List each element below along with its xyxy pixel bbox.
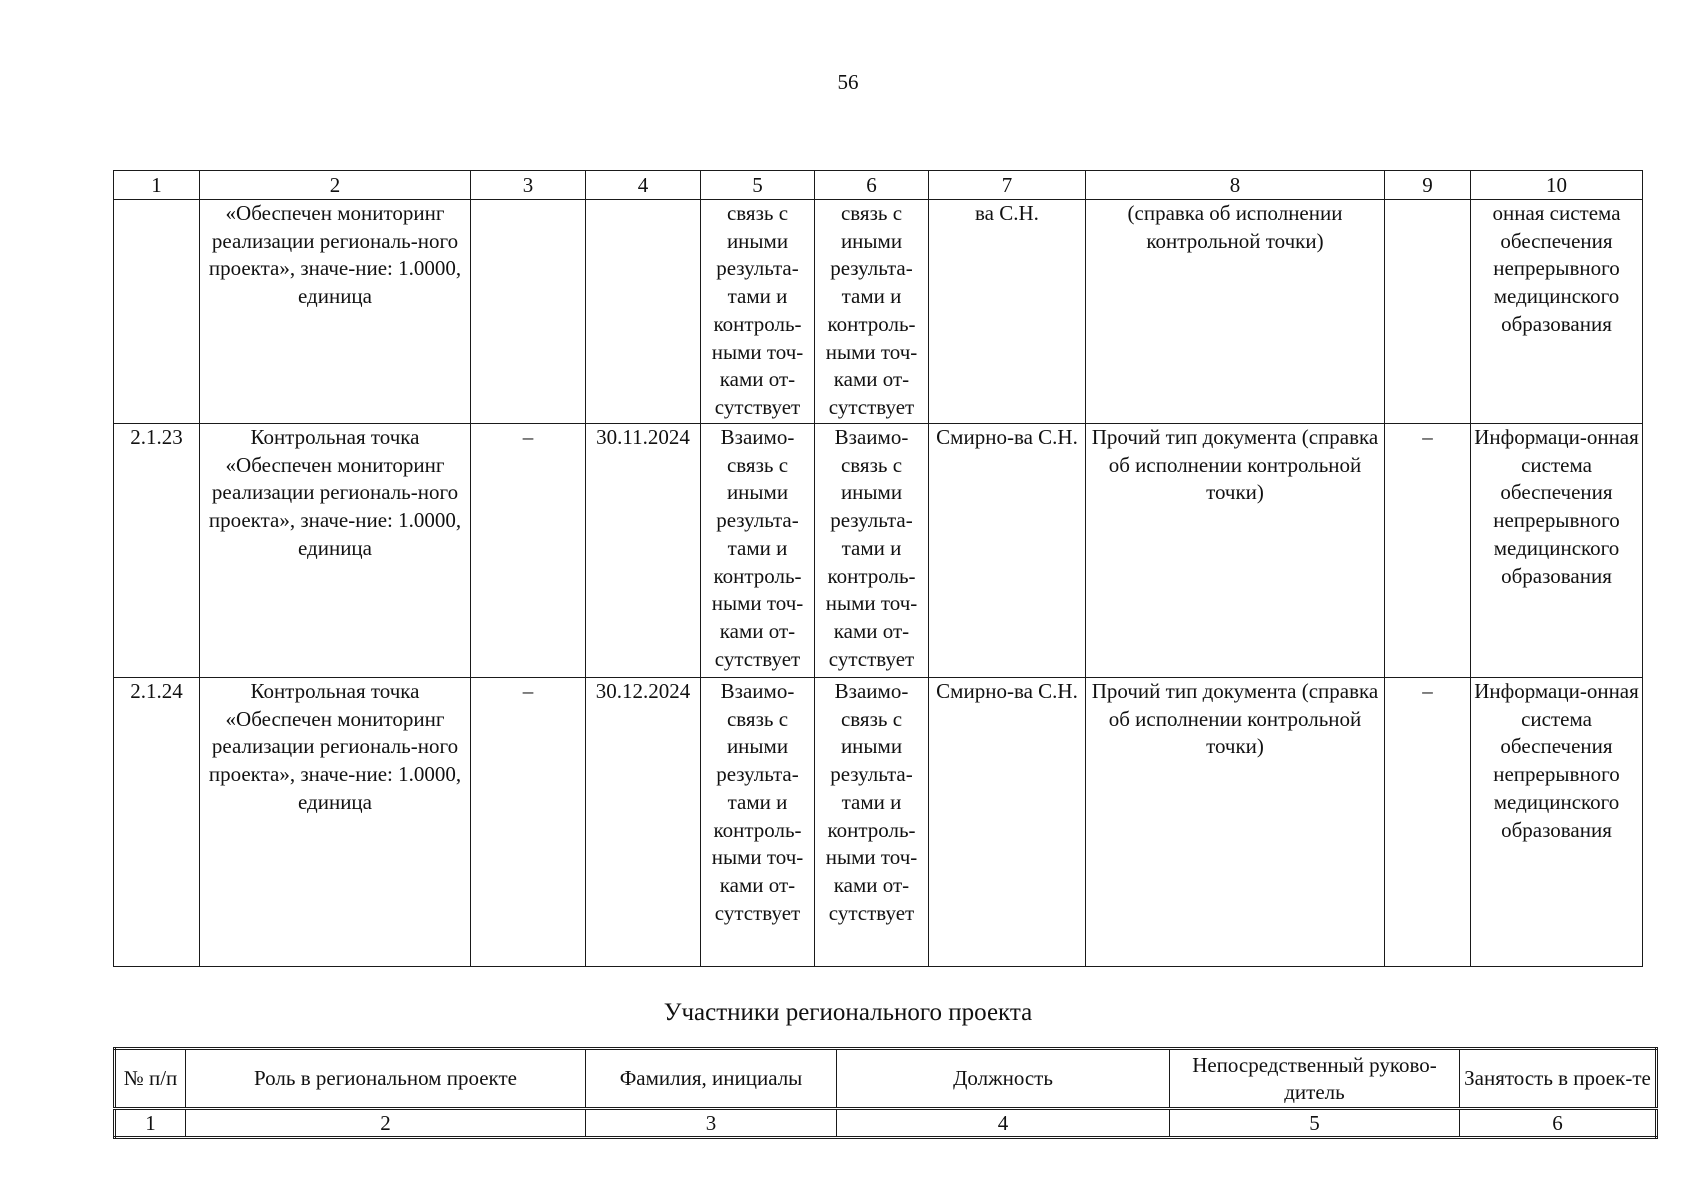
header-name: Фамилия, инициалы xyxy=(586,1049,837,1109)
column-number: 6 xyxy=(815,171,929,200)
item-date: 30.12.2024 xyxy=(586,678,701,967)
item-document: (справка об исполнении контрольной точки) xyxy=(1086,200,1385,424)
table-row xyxy=(114,424,1643,678)
participants-column-number-row xyxy=(115,1109,1657,1138)
column-number-row xyxy=(114,171,1643,200)
item-responsible: ва С.Н. xyxy=(929,200,1086,424)
column-number: 3 xyxy=(586,1109,837,1138)
item-col6: Взаимо-связь с иными результа-тами и контроль-ными точ-ками от-сутствует xyxy=(815,424,929,678)
item-responsible: Смирно-ва С.Н. xyxy=(929,424,1086,678)
participants-table xyxy=(113,1047,1658,1139)
participants-header-row xyxy=(115,1049,1657,1109)
header-workload: Занятость в проек-те xyxy=(1460,1049,1657,1109)
column-number: 5 xyxy=(1170,1109,1460,1138)
item-document: Прочий тип документа (справка об исполнении контрольной точки) xyxy=(1086,678,1385,967)
item-col3: – xyxy=(471,424,586,678)
item-col9: – xyxy=(1385,424,1471,678)
page-number: 56 xyxy=(837,70,859,94)
item-col9 xyxy=(1385,200,1471,424)
table-row xyxy=(114,200,1643,424)
item-system: онная система обеспечения непрерывного медицинского образования xyxy=(1471,200,1643,424)
item-col9: – xyxy=(1385,678,1471,967)
table-row xyxy=(114,678,1643,967)
column-number: 4 xyxy=(837,1109,1170,1138)
item-col6: связь с иными результа-тами и контроль-ными точ-ками от-сутствует xyxy=(815,200,929,424)
item-number xyxy=(114,200,200,424)
item-name: «Обеспечен мониторинг реализации региональ-ного проекта», значе-ние: 1.0000, единица xyxy=(200,200,471,424)
item-document: Прочий тип документа (справка об исполнении контрольной точки) xyxy=(1086,424,1385,678)
column-number: 2 xyxy=(186,1109,586,1138)
item-name: Контрольная точка «Обеспечен мониторинг реализации региональ-ного проекта», значе-ние: 1.0000, единица xyxy=(200,678,471,967)
item-number: 2.1.24 xyxy=(114,678,200,967)
column-number: 1 xyxy=(114,171,200,200)
column-number: 3 xyxy=(471,171,586,200)
header-supervisor: Непосредственный руково-дитель xyxy=(1170,1049,1460,1109)
header-role: Роль в региональном проекте xyxy=(186,1049,586,1109)
item-responsible: Смирно-ва С.Н. xyxy=(929,678,1086,967)
item-col5: Взаимо-связь с иными результа-тами и контроль-ными точ-ками от-сутствует xyxy=(701,424,815,678)
column-number: 2 xyxy=(200,171,471,200)
item-col3 xyxy=(471,200,586,424)
column-number: 7 xyxy=(929,171,1086,200)
item-col5: связь с иными результа-тами и контроль-ными точ-ками от-сутствует xyxy=(701,200,815,424)
item-system: Информаци-онная система обеспечения непрерывного медицинского образования xyxy=(1471,678,1643,967)
header-position: Должность xyxy=(837,1049,1170,1109)
column-number: 5 xyxy=(701,171,815,200)
column-number: 10 xyxy=(1471,171,1643,200)
column-number: 6 xyxy=(1460,1109,1657,1138)
column-number: 1 xyxy=(115,1109,186,1138)
section-title: Участники регионального проекта xyxy=(663,999,1033,1026)
column-number: 4 xyxy=(586,171,701,200)
item-system: Информаци-онная система обеспечения непрерывного медицинского образования xyxy=(1471,424,1643,678)
control-points-table xyxy=(113,170,1643,967)
item-col5: Взаимо-связь с иными результа-тами и контроль-ными точ-ками от-сутствует xyxy=(701,678,815,967)
column-number: 9 xyxy=(1385,171,1471,200)
header-number: № п/п xyxy=(115,1049,186,1109)
column-number: 8 xyxy=(1086,171,1385,200)
item-date: 30.11.2024 xyxy=(586,424,701,678)
item-col3: – xyxy=(471,678,586,967)
item-date xyxy=(586,200,701,424)
item-name: Контрольная точка «Обеспечен мониторинг реализации региональ-ного проекта», значе-ние: 1.0000, единица xyxy=(200,424,471,678)
item-col6: Взаимо-связь с иными результа-тами и контроль-ными точ-ками от-сутствует xyxy=(815,678,929,967)
item-number: 2.1.23 xyxy=(114,424,200,678)
